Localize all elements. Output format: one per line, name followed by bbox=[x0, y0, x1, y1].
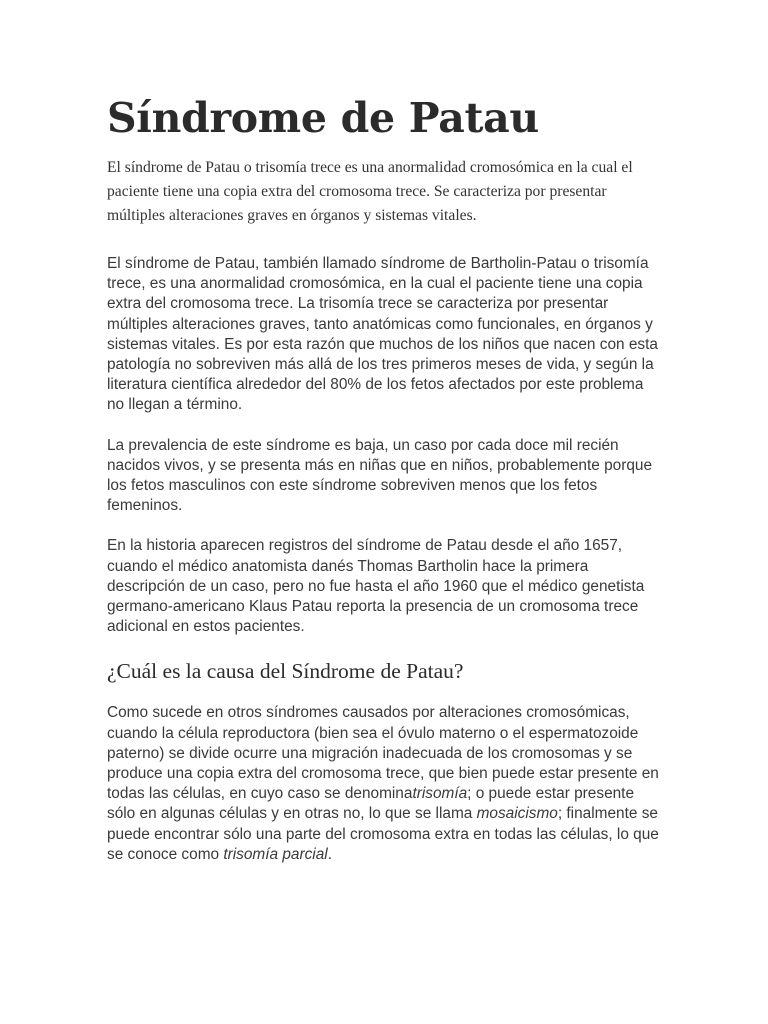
body-paragraph: La prevalencia de este síndrome es baja, un caso por cada doce mil recién nacidos vivos, y se presenta más en niñas que en niños, probablemente porque los fetos masculinos con este síndrome sobreviven menos que los fetos femeninos. bbox=[107, 436, 652, 515]
text-run: Como sucede en otros síndromes causados por alteraciones cromosómicas, cuando la célula reproductora (bien sea el óvulo materno o el espermatozoide paterno) se divide ocurre una migración inadecuada de los cromosomas y se produce una copia extra del cromosoma trece, que bien puede estar presente en todas las células, en cuyo caso se denomina bbox=[107, 704, 659, 803]
section-heading: ¿Cuál es la causa del Síndrome de Patau? bbox=[107, 659, 464, 684]
article-title: Síndrome de Patau bbox=[107, 94, 539, 142]
body-paragraph: El síndrome de Patau, también llamado síndrome de Bartholin-Patau o trisomía trece, es una anormalidad cromosómica, en la cual el paciente tiene una copia extra del cromosoma trece. La trisomía trece se caracteriza por presentar múltiples alteraciones graves, tanto anatómicas como funcionales, en órganos y sistemas vitales. Es por esta razón que muchos de los niños que nacen con esta patología no sobreviven más allá de los tres primeros meses de vida, y según la literatura científica alrededor del 80% de los fetos afectados por este problema no llegan a término. bbox=[107, 255, 658, 414]
text-run: ; o puede estar presente sólo en algunas células y en otras no, lo que se llama bbox=[107, 785, 635, 823]
emphasis-trisomia-parcial: trisomía parcial bbox=[223, 845, 328, 863]
text-run: . bbox=[327, 845, 332, 863]
emphasis-mosaicismo: mosaicismo bbox=[476, 805, 558, 823]
section-paragraph bbox=[107, 703, 662, 865]
text-run: ; finalmente se puede encontrar sólo una parte del cromosoma extra en todas las células, lo que se conoce como bbox=[107, 805, 659, 863]
body-paragraph: En la historia aparecen registros del síndrome de Patau desde el año 1657, cuando el médico anatomista danés Thomas Bartholin hace la primera descripción de un caso, pero no fue hasta el año 1960 que el médico genetista germano-americano Klaus Patau reporta la presencia de un cromosoma trece adicional en estos pacientes. bbox=[107, 537, 645, 636]
article-body bbox=[107, 254, 662, 885]
emphasis-trisomia: trisomía bbox=[412, 785, 468, 803]
article-lead: El síndrome de Patau o trisomía trece es una anormalidad cromosómica en la cual el paciente tiene una copia extra del cromosoma trece. Se caracteriza por presentar múltiples alteraciones graves en órganos y sistemas vitales. bbox=[107, 159, 633, 224]
